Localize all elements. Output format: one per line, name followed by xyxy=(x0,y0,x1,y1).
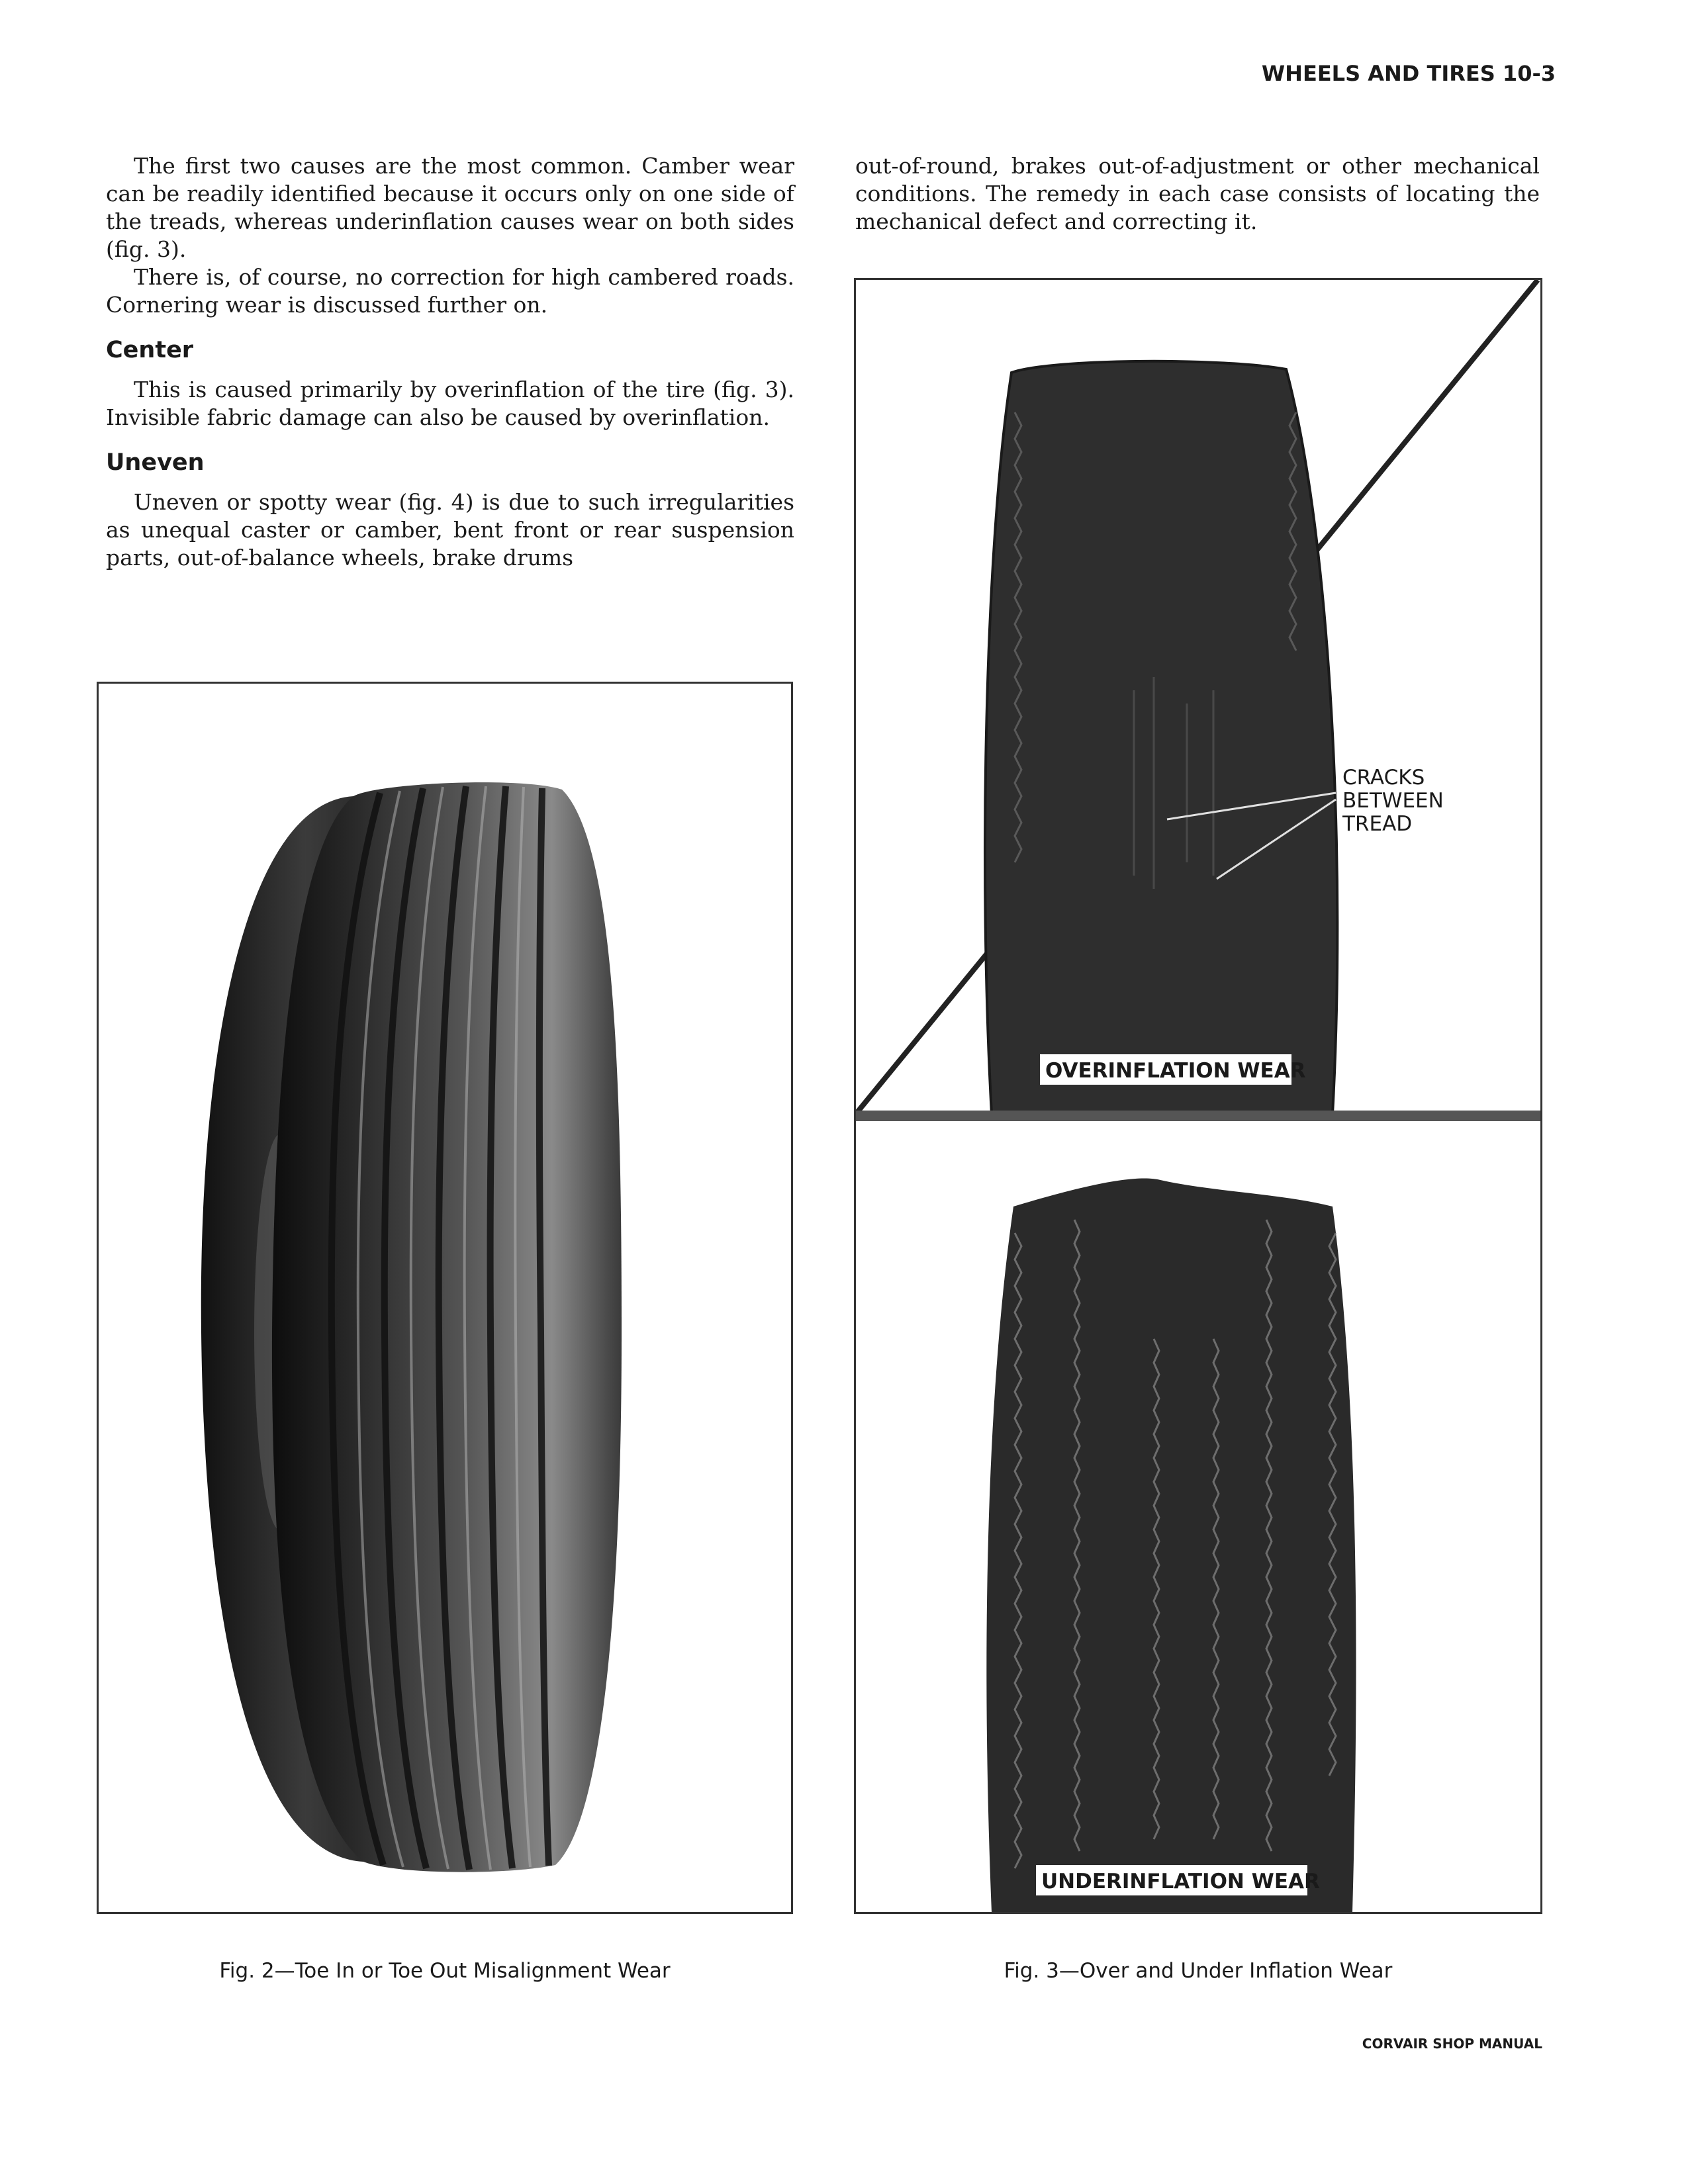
paragraph-center: This is caused primarily by overinflation of the tire (fig. 3). Invisible fabric damage can also be caused by overinflation. xyxy=(106,377,794,430)
inflation-wear-photos xyxy=(856,280,1540,1912)
figure-2-frame xyxy=(97,682,793,1914)
callout-cracks: CRACKS xyxy=(1342,766,1425,790)
paragraph-causes: The first two causes are the most common. Camber wear can be readily identified because it occurs only on one side of the treads, whereas underinflation causes wear on both sides (fig. 3). xyxy=(106,153,794,262)
figure-3-caption: Fig. 3—Over and Under Inflation Wear xyxy=(1004,1959,1393,1983)
paragraph-cambered-roads: There is, of course, no correction for high cambered roads. Cornering wear is discussed further on. xyxy=(106,264,794,318)
paragraph-uneven: Uneven or spotty wear (fig. 4) is due to such irregularities as unequal caster or camber, bent front or rear suspension parts, out-of-balance wheels, brake drums xyxy=(106,489,794,570)
right-text-column xyxy=(855,152,1540,236)
label-overinflation: OVERINFLATION WEAR xyxy=(1045,1059,1306,1083)
underinflation-panel xyxy=(986,1179,1356,1912)
overinflation-panel xyxy=(856,280,1538,1114)
figure-2-caption: Fig. 2—Toe In or Toe Out Misalignment Wear xyxy=(219,1959,671,1983)
paragraph-out-of-round: out-of-round, brakes out-of-adjustment or other mechanical conditions. The remedy in each case consists of locating the mechanical defect and correcting it. xyxy=(855,153,1540,234)
left-text-column xyxy=(106,152,794,572)
heading-uneven: Uneven xyxy=(106,449,205,476)
heading-center: Center xyxy=(106,337,194,363)
figure-3-frame xyxy=(854,278,1542,1914)
tire-photo xyxy=(99,684,791,1912)
callout-tread: TREAD xyxy=(1342,812,1413,836)
running-header: WHEELS AND TIRES 10-3 xyxy=(1261,61,1556,86)
callout-between: BETWEEN xyxy=(1342,789,1444,813)
footer-manual-title: CORVAIR SHOP MANUAL xyxy=(1362,2036,1542,2052)
label-underinflation: UNDERINFLATION WEAR xyxy=(1041,1870,1320,1893)
